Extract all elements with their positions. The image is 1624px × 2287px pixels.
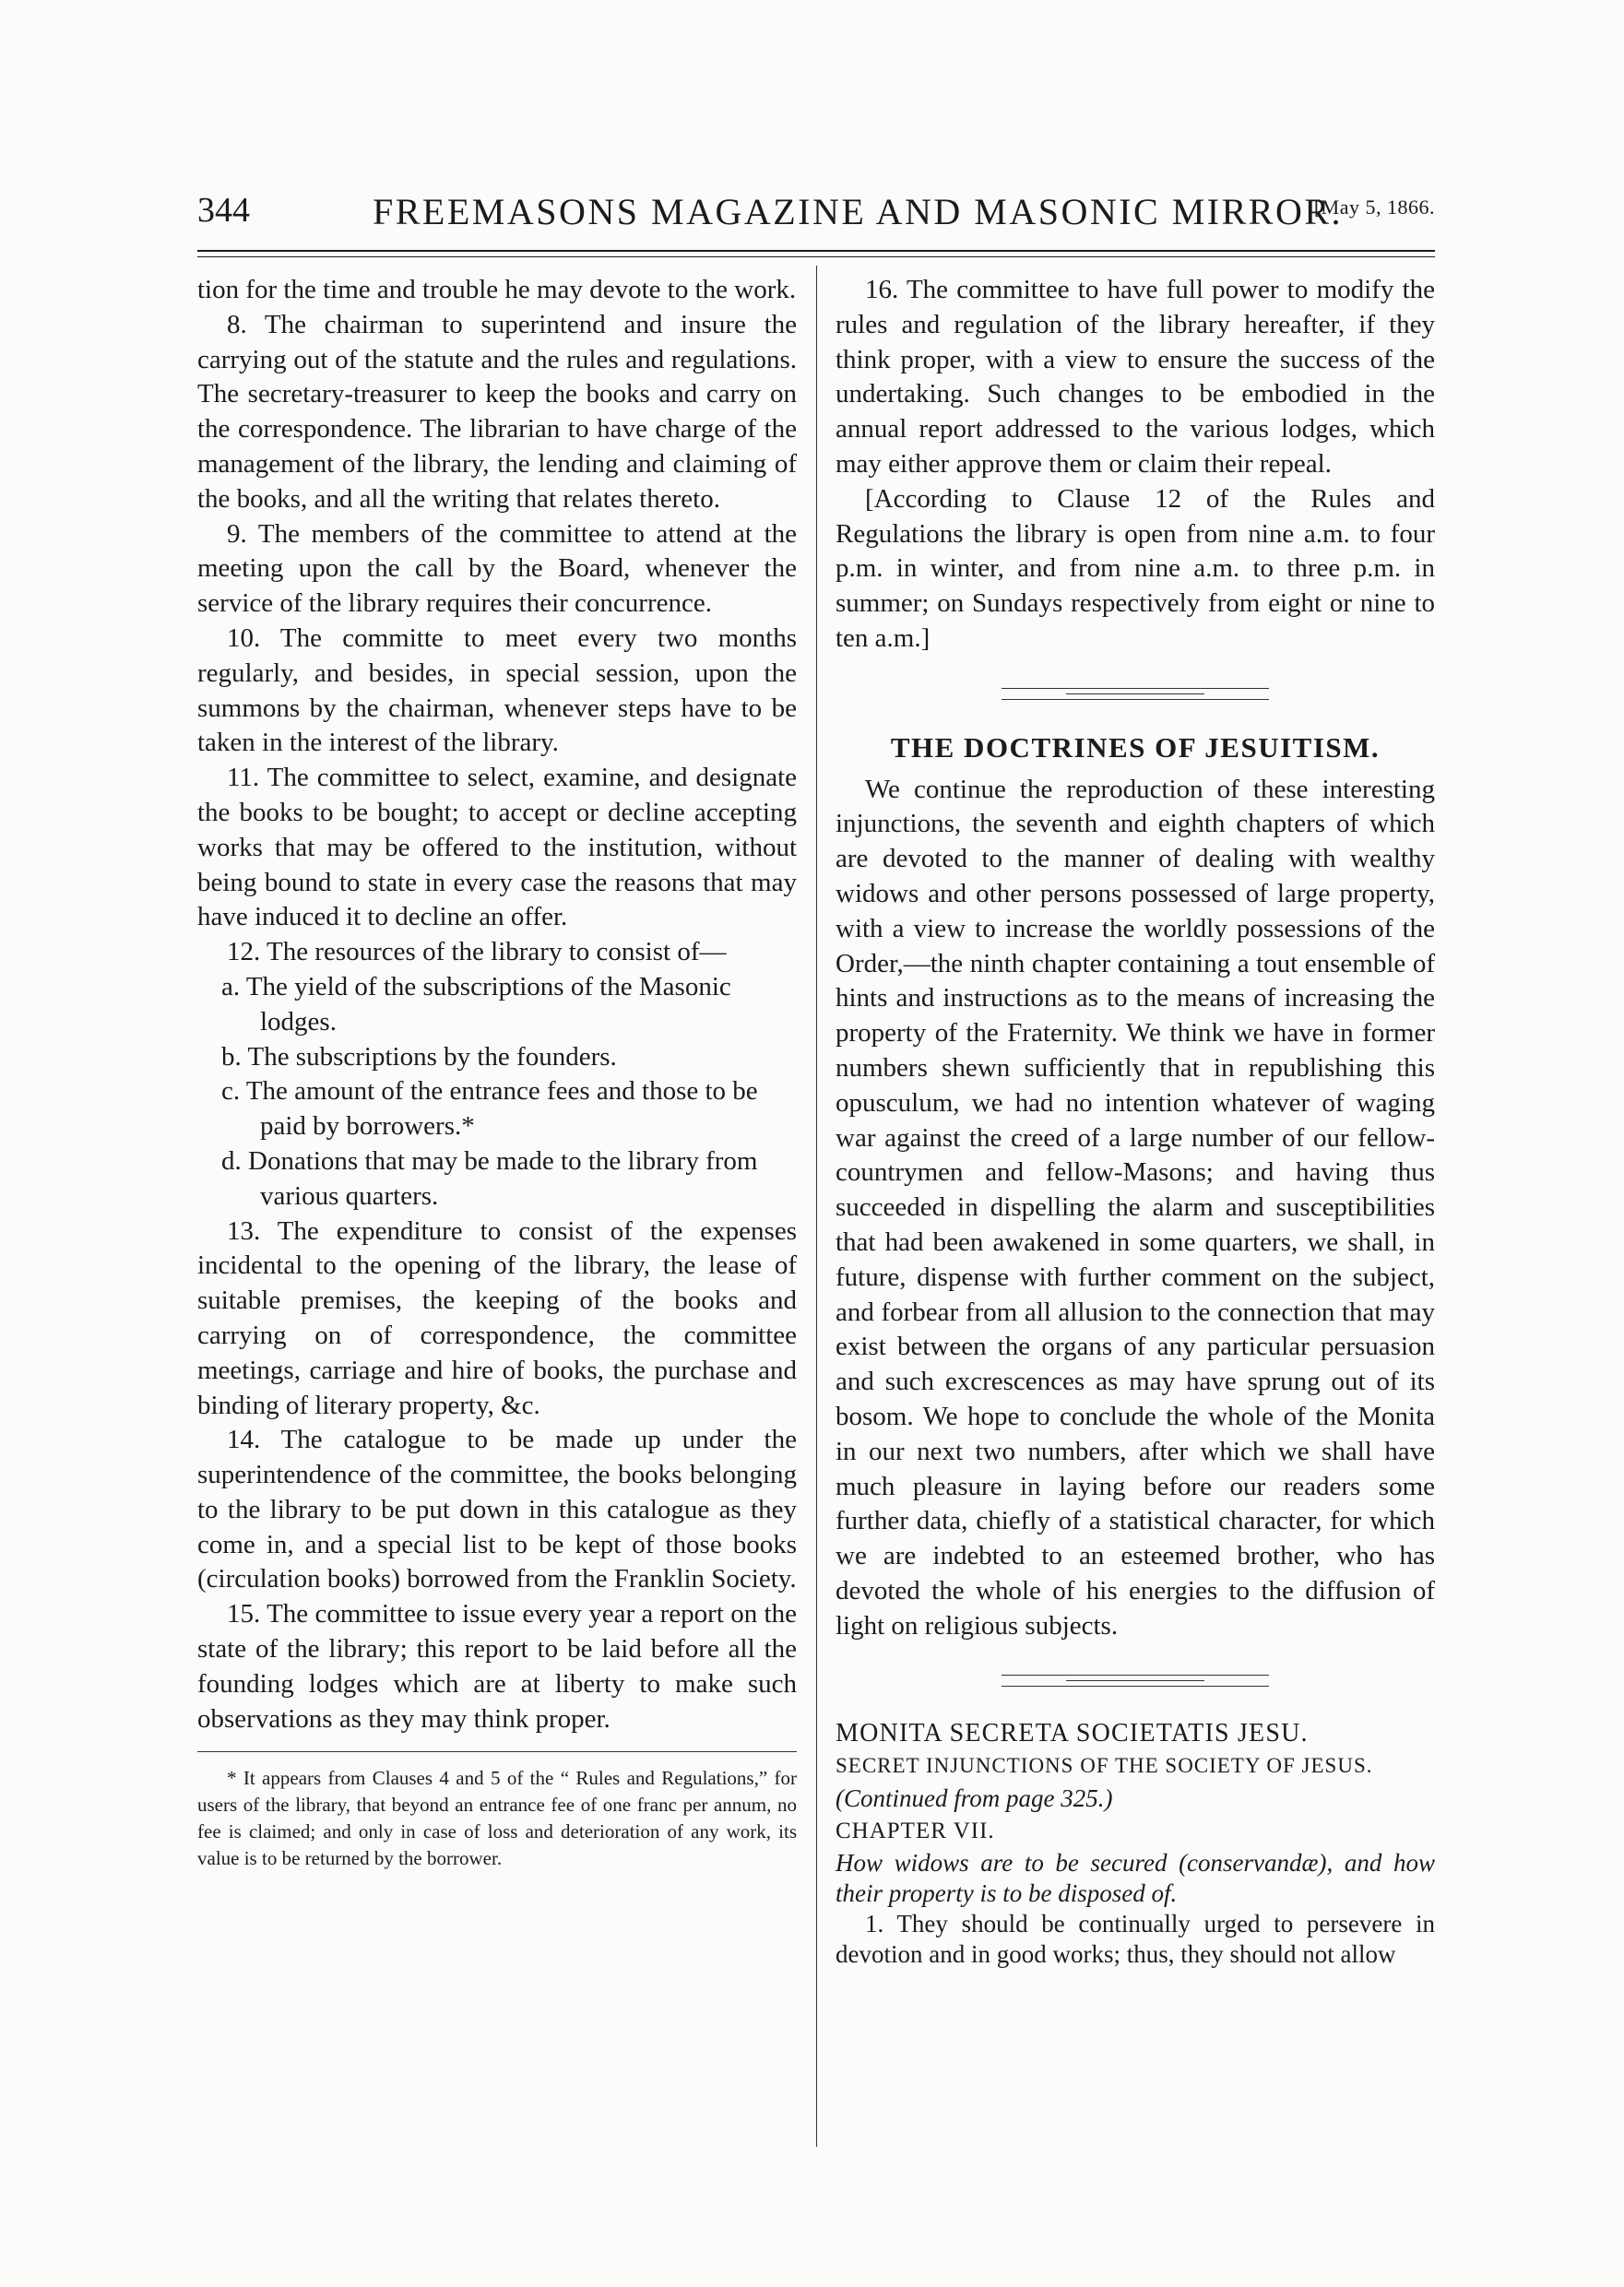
paragraph: 11. The committee to select, examine, and designate the books to be bought; to accept or decline accepting works that may be offered to the institution, without being bound to state in every case the reasons that may have induced it to decline an offer. [197,763,797,932]
page-header [197,190,1435,245]
paragraph: 13. The expenditure to consist of the expenses incidental to the opening of the library, the lease of suitable premises, the keeping of the books and carrying on of correspondence, the committee meetings, carriage and hire of books, the purchase and binding of literary property, &c. [197,1215,797,1420]
paragraph: 16. The committee to have full power to modify the rules and regulation of the library hereafter, if they think proper, with a view to ensure the success of the undertaking. Such changes to be embodied in the annual report addressed to the various lodges, which may either approve them or claim their repeal. [836,275,1435,479]
paragraph: 15. The committee to issue every year a report on the state of the library; this report to be laid before all the founding lodges which are at liberty to make such observations as they may think proper. [197,1599,797,1734]
paragraph: [According to Clause 12 of the Rules and Regulations the library is open from nine a.m. to four p.m. in winter, and from nine a.m. to three p.m. in summer; on Sundays respectively from eight or nine to ten a.m.] [836,483,1435,653]
monita-title: MONITA SECRETA SOCIETATIS JESU. [836,1719,1309,1748]
column-divider [816,266,817,2147]
right-column [836,273,1435,1970]
running-title: FREEMASONS MAGAZINE AND MASONIC MIRROR. [373,191,1344,232]
header-rule [197,250,1435,252]
section-ornament-rule [1002,688,1269,703]
continued-note: (Continued from page 325.) [836,1784,1113,1813]
chapter-title: How widows are to be secured (conservandæ), and how their property is to be disposed of. [836,1849,1435,1908]
left-column [197,273,797,1872]
page-number: 344 [197,191,250,230]
footnote-rule [197,1751,797,1752]
paragraph: 12. The resources of the library to consist of— [227,937,727,967]
issue-date: [May 5, 1866. [1313,196,1435,219]
list-item: a. The yield of the subscriptions of the Masonic lodges. [221,971,731,1037]
section-heading: THE DOCTRINES OF JESUITISM. [890,730,1381,764]
paragraph: 9. The members of the committee to attend at the meeting upon the call by the Board, whenever the service of the library requires their concurrence. [197,518,797,619]
list-item: c. The amount of the entrance fees and those to be paid by borrowers.* [221,1076,758,1142]
header-rule-thin [197,256,1435,257]
paragraph: 14. The catalogue to be made up under the superintendence of the committee, the books belonging to the library to be put down in this catalogue as they come in, and a special list to be kept of those books (circulation books) borrowed from the Franklin Society. [197,1425,797,1594]
paragraph: tion for the time and trouble he may devote to the work. [197,275,797,304]
paragraph: We continue the reproduction of these interesting injunctions, the seventh and eighth chapters of which are devoted to the manner of dealing with wealthy widows and other persons possessed of large property, with a view to increase the worldly possessions of the Order,—the ninth chapter containing a tout ensemble of hints and instructions as to the means of increasing the property of the Fraternity. We think we have in former numbers shewn sufficiently that in republishing this opusculum, we had no intention whatever of waging war against the creed of a large number of our fellow-countrymen and fellow-Masons; and having thus succeeded in dispelling the alarm and susceptibilities that had been awakened in some quarters, we shall, in future, dispense with further comment on the subject, and forbear from all allusion to the connection that may exist between the organs of any particular persuasion and such excrescences as may have sprung out of its bosom. We hope to conclude the whole of the Monita in our next two numbers, after which we shall have much pleasure in laying before our readers some further data, chiefly of a statistical character, for which we are indebted to an esteemed brother, who has devoted the whole of his energies to the diffusion of light on religious subjects. [836,774,1435,1641]
monita-subtitle: SECRET INJUNCTIONS OF THE SOCIETY OF JESUS. [836,1754,1373,1778]
paragraph: 8. The chairman to superintend and insure the carrying out of the statute and the rules and regulations. The secretary-treasurer to keep the books and carry on the correspondence. The librarian to have charge of the management of the library, the lending and claiming of the books, and all the writing that relates thereto. [197,309,797,514]
paragraph: 1. They should be continually urged to persevere in devotion and in good works; thus, they should not allow [836,1910,1435,1969]
chapter-heading: CHAPTER VII. [836,1819,995,1844]
list-item: b. The subscriptions by the founders. [221,1041,617,1072]
list-item: d. Donations that may be made to the library from various quarters. [221,1145,758,1211]
paragraph: 10. The committe to meet every two months regularly, and besides, in special session, upon the summons by the chairman, whenever steps have to be taken in the interest of the library. [197,622,797,758]
section-ornament-rule [1002,1675,1269,1689]
footnote: * It appears from Clauses 4 and 5 of the “ Rules and Regulations,” for users of the library, that beyond an entrance fee of one franc per annum, no fee is claimed; and only in case of loss and deterioration of any work, its value is to be returned by the borrower. [197,1767,797,1870]
